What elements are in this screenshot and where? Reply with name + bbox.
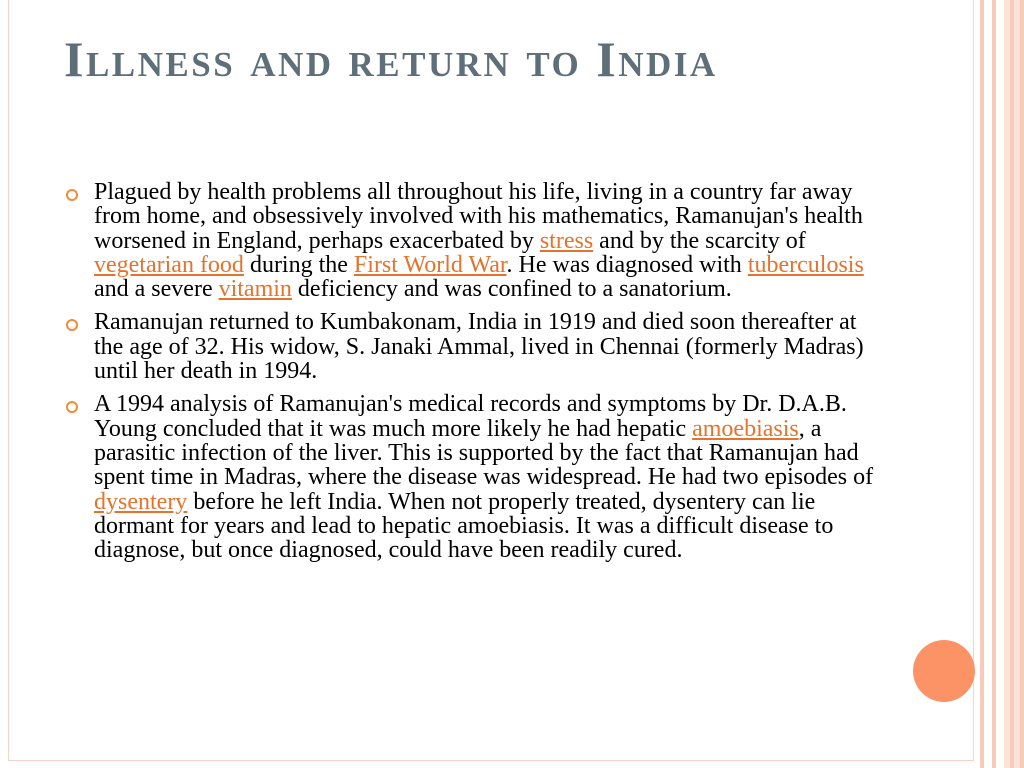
bullet-text [94, 391, 873, 563]
bullet-list [66, 180, 884, 571]
decorative-stripe [992, 0, 996, 768]
text-run: and a severe [94, 276, 219, 303]
bullet-item-analysis [66, 392, 884, 562]
link-amoebiasis[interactable]: amoebiasis [692, 415, 799, 442]
text-run: and by the scarcity of [593, 227, 806, 254]
text-run: Plagued by health problems all throughout his life, living in a country far away from home, and obsessively involved with his mathematics, Ramanujan's health worsened in England, perhaps exacerbated by [94, 179, 863, 254]
bullet-circle-icon [66, 189, 78, 201]
decorative-stripe [980, 0, 984, 768]
link-tuberculosis[interactable]: tuberculosis [747, 251, 864, 278]
bullet-text [94, 309, 864, 384]
text-run: A 1994 analysis of Ramanujan's medical records and symptoms by Dr. D.A.B. Young concluded that it was much more likely he had hepatic [94, 391, 847, 442]
link-stress[interactable]: stress [539, 227, 594, 254]
link-dysentery[interactable]: dysentery [94, 488, 188, 515]
slide-title: Illness and return to India [64, 31, 718, 87]
bullet-item-illness [66, 180, 884, 301]
text-run: during the [243, 251, 354, 278]
link-vegetarian-food[interactable]: vegetarian food [94, 251, 244, 278]
text-run: deficiency and was confined to a sanatorium. [291, 276, 732, 303]
bullet-item-return [66, 310, 884, 383]
link-vitamin[interactable]: vitamin [218, 276, 292, 303]
link-first-world-war[interactable]: First World War [353, 251, 507, 278]
text-run: Ramanujan returned to Kumbakonam, India in 1919 and died soon thereafter at the age of 32. His widow, S. Janaki Ammal, lived in Chennai (formerly Madras) until her death in 1994. [94, 309, 864, 385]
bullet-text [94, 179, 864, 302]
text-run: before he left India. When not properly treated, dysentery can lie dormant for years and lead to hepatic amoebiasis. It was a difficult disease to diagnose, but once diagnosed, could have been readily cured. [94, 488, 834, 564]
bullet-circle-icon [66, 319, 78, 331]
decorative-orb [913, 640, 975, 702]
bullet-circle-icon [66, 401, 78, 413]
decorative-stripe [1004, 0, 1024, 768]
text-run: . He was diagnosed with [506, 251, 748, 278]
text-run: , a parasitic infection of the liver. This is supported by the fact that Ramanujan had spent time in Madras, where the disease was widespread. He had two episodes of [94, 415, 874, 491]
